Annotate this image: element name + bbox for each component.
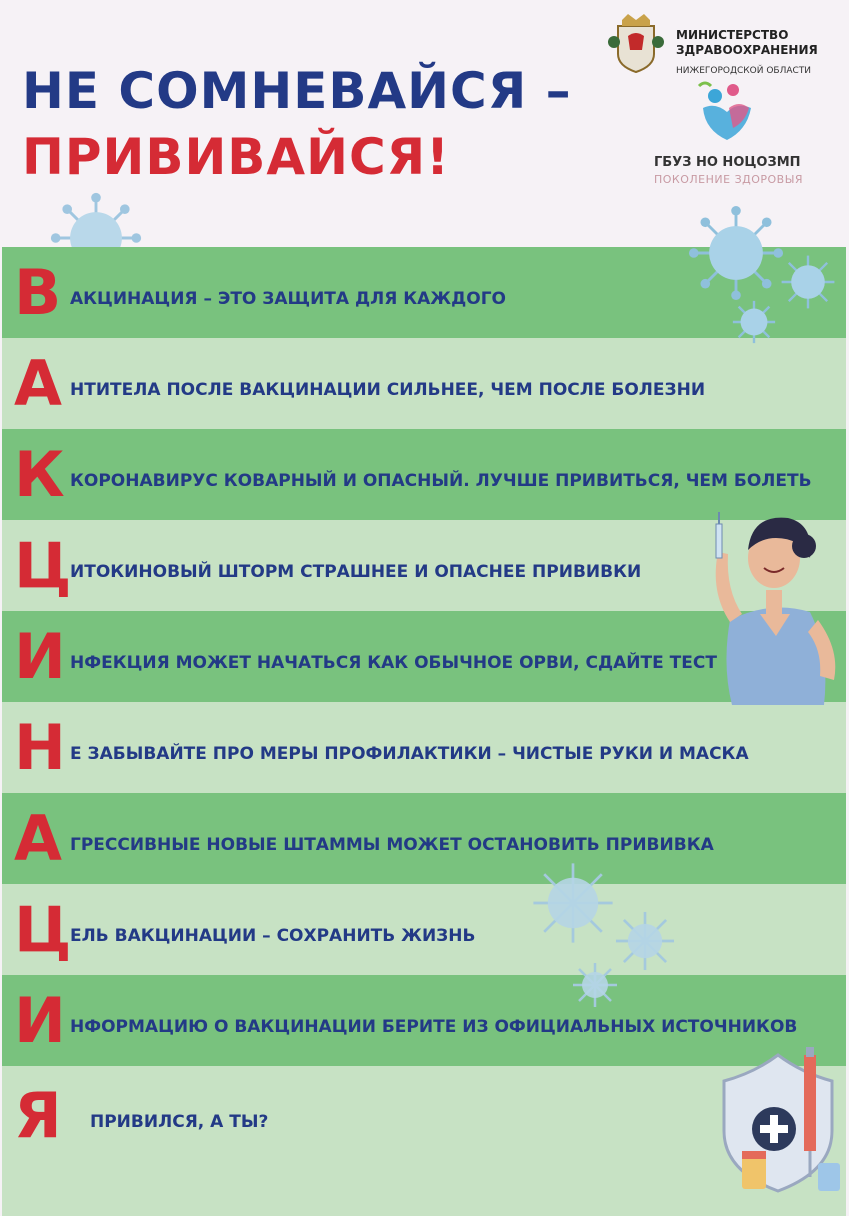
medicine-shield-icon xyxy=(712,1045,846,1195)
initial-letter: И xyxy=(14,620,66,693)
initial-letter: Я xyxy=(14,1079,62,1152)
item-text: Е ЗАБЫВАЙТЕ ПРО МЕРЫ ПРОФИЛАКТИКИ – ЧИСТЫЕ РУКИ И МАСКА xyxy=(70,744,749,764)
list-item xyxy=(2,702,846,793)
item-text: КОРОНАВИРУС КОВАРНЫЙ И ОПАСНЫЙ. ЛУЧШЕ ПРИВИТЬСЯ, ЧЕМ БОЛЕТЬ xyxy=(70,471,812,491)
list-item xyxy=(2,884,846,975)
organization-slogan: ПОКОЛЕНИЕ ЗДОРОВЫЯ xyxy=(654,173,804,186)
virus-icon xyxy=(778,252,838,312)
initial-letter: Ц xyxy=(14,529,72,602)
list-item xyxy=(2,429,846,520)
item-text: АКЦИНАЦИЯ – ЭТО ЗАЩИТА ДЛЯ КАЖДОГО xyxy=(70,289,506,309)
list-item xyxy=(2,338,846,429)
item-text: ИТОКИНОВЫЙ ШТОРМ СТРАШНЕЕ И ОПАСНЕЕ ПРИВИВКИ xyxy=(70,562,642,582)
ministry-line-3: НИЖЕГОРОДСКОЙ ОБЛАСТИ xyxy=(676,66,812,76)
initial-letter: Н xyxy=(14,711,66,784)
virus-icon xyxy=(688,205,784,301)
initial-letter: В xyxy=(14,256,62,329)
organization-logo-icon xyxy=(693,78,763,148)
ministry-line-2: ЗДРАВООХРАНЕНИЯ xyxy=(676,43,818,57)
item-text: НФЕКЦИЯ МОЖЕТ НАЧАТЬСЯ КАК ОБЫЧНОЕ ОРВИ, СДАЙТЕ ТЕСТ xyxy=(70,653,717,673)
item-text: НТИТЕЛА ПОСЛЕ ВАКЦИНАЦИИ СИЛЬНЕЕ, ЧЕМ ПОСЛЕ БОЛЕЗНИ xyxy=(70,380,706,400)
title-line-1: НЕ СОМНЕВАЙСЯ – xyxy=(22,62,572,120)
item-text: ПРИВИЛСЯ, А ТЫ? xyxy=(90,1112,269,1132)
ministry-logo xyxy=(606,10,846,76)
coat-of-arms-icon xyxy=(606,12,666,74)
ministry-line-1: МИНИСТЕРСТВО xyxy=(676,28,789,42)
virus-icon xyxy=(612,908,678,974)
item-text: НФОРМАЦИЮ О ВАКЦИНАЦИИ БЕРИТЕ ИЗ ОФИЦИАЛЬНЫХ ИСТОЧНИКОВ xyxy=(70,1017,798,1037)
nurse-illustration-icon xyxy=(700,510,848,705)
virus-icon xyxy=(570,960,620,1010)
initial-letter: И xyxy=(14,984,66,1057)
initial-letter: К xyxy=(14,438,65,511)
virus-icon xyxy=(528,858,618,948)
initial-letter: Ц xyxy=(14,893,72,966)
title-line-2: ПРИВИВАЙСЯ! xyxy=(22,128,450,186)
item-text: ЕЛЬ ВАКЦИНАЦИИ – СОХРАНИТЬ ЖИЗНЬ xyxy=(70,926,476,946)
list-item xyxy=(2,793,846,884)
organization-name: ГБУЗ НО НОЦОЗМП xyxy=(654,155,801,170)
initial-letter: А xyxy=(14,347,62,420)
virus-icon xyxy=(730,298,778,346)
item-text: ГРЕССИВНЫЕ НОВЫЕ ШТАММЫ МОЖЕТ ОСТАНОВИТЬ ПРИВИВКА xyxy=(70,835,714,855)
initial-letter: А xyxy=(14,802,62,875)
